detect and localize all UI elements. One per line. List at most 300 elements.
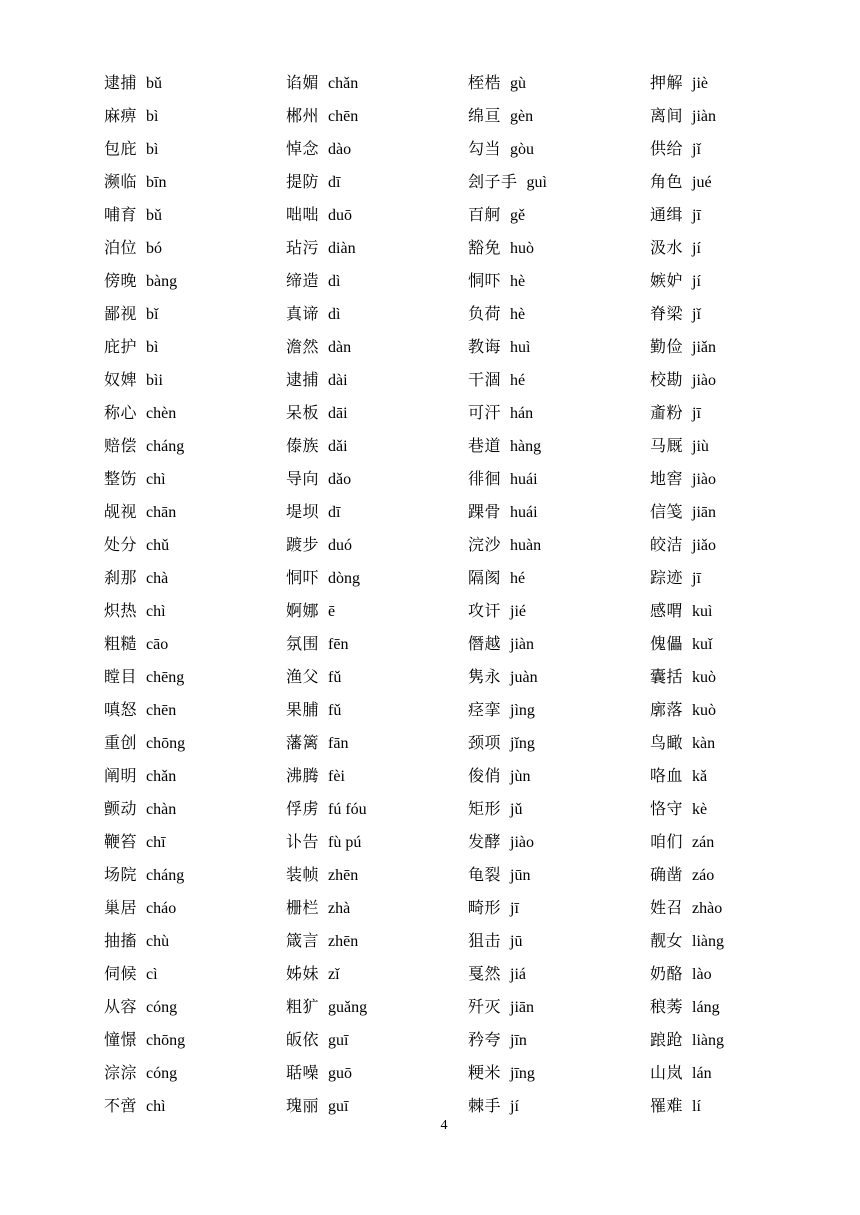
vocab-pinyin: jiàn — [510, 636, 535, 653]
vocab-pinyin: jiǎo — [692, 537, 717, 554]
vocab-entry — [286, 760, 486, 793]
vocab-pinyin: chān — [146, 504, 177, 521]
vocab-pinyin: jiān — [692, 504, 717, 521]
vocab-entry — [468, 694, 668, 727]
vocab-pinyin: fù pú — [328, 834, 362, 851]
vocab-entry — [286, 67, 486, 100]
vocab-word: 山岚 — [650, 1065, 684, 1082]
vocab-word: 缔造 — [286, 273, 320, 290]
vocab-pinyin: chì — [146, 1098, 166, 1115]
vocab-pinyin: diàn — [328, 240, 356, 257]
vocab-word: 徘徊 — [468, 471, 502, 488]
vocab-entry — [286, 991, 486, 1024]
vocab-word: 嫉妒 — [650, 273, 684, 290]
vocab-word: 装帧 — [286, 867, 320, 884]
vocab-entry — [104, 496, 304, 529]
vocab-entry — [468, 760, 668, 793]
vocab-column-4 — [650, 67, 850, 1123]
vocab-pinyin: dòng — [328, 570, 361, 587]
vocab-pinyin: huò — [510, 240, 535, 257]
vocab-entry — [650, 529, 850, 562]
vocab-word: 皈依 — [286, 1032, 320, 1049]
vocab-word: 狙击 — [468, 933, 502, 950]
vocab-word: 供给 — [650, 141, 684, 158]
vocab-entry — [286, 661, 486, 694]
vocab-word: 勤俭 — [650, 339, 684, 356]
vocab-entry — [286, 1057, 486, 1090]
vocab-word: 讣告 — [286, 834, 320, 851]
vocab-entry — [650, 100, 850, 133]
vocab-entry — [468, 397, 668, 430]
vocab-word: 信笺 — [650, 504, 684, 521]
vocab-entry — [468, 925, 668, 958]
vocab-entry — [650, 67, 850, 100]
vocab-pinyin: jiǎn — [692, 339, 717, 356]
vocab-pinyin: gě — [510, 207, 526, 224]
vocab-word: 重创 — [104, 735, 138, 752]
vocab-entry — [468, 496, 668, 529]
vocab-word: 婀娜 — [286, 603, 320, 620]
vocab-entry — [286, 397, 486, 430]
vocab-pinyin: jū — [510, 933, 523, 950]
vocab-pinyin: cóng — [146, 1065, 178, 1082]
vocab-word: 整饬 — [104, 471, 138, 488]
vocab-pinyin: chēng — [146, 669, 185, 686]
vocab-pinyin: fǔ — [328, 702, 342, 719]
vocab-pinyin: cháng — [146, 867, 185, 884]
vocab-entry — [286, 793, 486, 826]
vocab-entry — [650, 397, 850, 430]
vocab-pinyin: bàng — [146, 273, 178, 290]
vocab-word: 稂莠 — [650, 999, 684, 1016]
vocab-pinyin: cì — [146, 966, 158, 983]
vocab-pinyin: jiào — [692, 372, 717, 389]
vocab-word: 粳米 — [468, 1065, 502, 1082]
vocab-word: 鄙视 — [104, 306, 138, 323]
vocab-word: 廓落 — [650, 702, 684, 719]
vocab-pinyin: záo — [692, 867, 715, 884]
vocab-pinyin: fǔ — [328, 669, 342, 686]
vocab-entry — [650, 991, 850, 1024]
vocab-word: 隽永 — [468, 669, 502, 686]
vocab-pinyin: guō — [328, 1065, 353, 1082]
vocab-word: 鞭笞 — [104, 834, 138, 851]
vocab-pinyin: chǔ — [146, 537, 170, 554]
vocab-entry — [650, 661, 850, 694]
vocab-word: 校勘 — [650, 372, 684, 389]
vocab-entry — [650, 331, 850, 364]
vocab-pinyin: jí — [692, 273, 701, 290]
vocab-word: 靓女 — [650, 933, 684, 950]
vocab-pinyin: dài — [328, 372, 348, 389]
vocab-word: 谄媚 — [286, 75, 320, 92]
vocab-entry — [468, 595, 668, 628]
vocab-word: 哺育 — [104, 207, 138, 224]
vocab-word: 嗔怒 — [104, 702, 138, 719]
vocab-word: 逮捕 — [286, 372, 320, 389]
vocab-entry — [286, 529, 486, 562]
vocab-entry — [468, 199, 668, 232]
vocab-pinyin: kǎ — [692, 768, 708, 785]
vocab-entry — [650, 166, 850, 199]
vocab-pinyin: gèn — [510, 108, 534, 125]
vocab-pinyin: dī — [328, 504, 341, 521]
vocab-pinyin: jīng — [510, 1065, 535, 1082]
vocab-entry — [286, 199, 486, 232]
vocab-word: 栅栏 — [286, 900, 320, 917]
vocab-pinyin: bì — [146, 339, 159, 356]
vocab-word: 炽热 — [104, 603, 138, 620]
vocab-entry — [468, 958, 668, 991]
vocab-pinyin: gù — [510, 75, 527, 92]
vocab-pinyin: liàng — [692, 933, 725, 950]
vocab-entry — [286, 133, 486, 166]
vocab-entry — [468, 793, 668, 826]
vocab-word: 伺候 — [104, 966, 138, 983]
vocab-word: 淙淙 — [104, 1065, 138, 1082]
vocab-pinyin: dī — [328, 174, 341, 191]
vocab-pinyin: fēn — [328, 636, 349, 653]
vocab-pinyin: hè — [510, 273, 526, 290]
vocab-entry — [468, 364, 668, 397]
vocab-pinyin: kè — [692, 801, 708, 818]
vocab-entry — [104, 430, 304, 463]
vocab-pinyin: kàn — [692, 735, 716, 752]
vocab-pinyin: chì — [146, 471, 166, 488]
vocab-word: 果脯 — [286, 702, 320, 719]
vocab-entry — [468, 892, 668, 925]
vocab-pinyin: zhēn — [328, 867, 359, 884]
vocab-pinyin: jǐng — [510, 735, 535, 752]
vocab-pinyin: huì — [510, 339, 531, 356]
vocab-word: 踉跄 — [650, 1032, 684, 1049]
vocab-word: 刹那 — [104, 570, 138, 587]
vocab-entry — [104, 727, 304, 760]
vocab-entry — [650, 1024, 850, 1057]
vocab-pinyin: cóng — [146, 999, 178, 1016]
vocab-pinyin: bǐ — [146, 306, 159, 323]
vocab-pinyin: chǎn — [146, 768, 177, 785]
vocab-word: 呆板 — [286, 405, 320, 422]
vocab-word: 场院 — [104, 867, 138, 884]
vocab-pinyin: jué — [692, 174, 712, 191]
vocab-entry — [104, 661, 304, 694]
vocab-pinyin: bǔ — [146, 75, 163, 92]
vocab-word: 齑粉 — [650, 405, 684, 422]
vocab-entry — [104, 958, 304, 991]
vocab-entry — [650, 694, 850, 727]
vocab-word: 箴言 — [286, 933, 320, 950]
vocab-pinyin: hé — [510, 372, 526, 389]
vocab-word: 称心 — [104, 405, 138, 422]
vocab-pinyin: kuǐ — [692, 636, 713, 653]
vocab-pinyin: jǔ — [510, 801, 523, 818]
vocab-entry — [104, 166, 304, 199]
vocab-entry — [104, 397, 304, 430]
vocab-word: 咄咄 — [286, 207, 320, 224]
vocab-word: 咱们 — [650, 834, 684, 851]
vocab-word: 傣族 — [286, 438, 320, 455]
vocab-pinyin: bó — [146, 240, 163, 257]
vocab-entry — [468, 298, 668, 331]
vocab-entry — [104, 265, 304, 298]
vocab-word: 俊俏 — [468, 768, 502, 785]
vocab-pinyin: zǐ — [328, 966, 340, 983]
vocab-entry — [104, 298, 304, 331]
vocab-pinyin: jī — [692, 405, 701, 422]
vocab-entry — [650, 232, 850, 265]
vocab-word: 痉挛 — [468, 702, 502, 719]
vocab-word: 泊位 — [104, 240, 138, 257]
vocab-word: 勾当 — [468, 141, 502, 158]
vocab-word: 奴婢 — [104, 372, 138, 389]
vocab-pinyin: jiè — [692, 75, 709, 92]
vocab-entry — [104, 1024, 304, 1057]
vocab-pinyin: liàng — [692, 1032, 725, 1049]
vocab-word: 渔父 — [286, 669, 320, 686]
vocab-word: 氛围 — [286, 636, 320, 653]
vocab-pinyin: guī — [328, 1032, 349, 1049]
vocab-entry — [468, 628, 668, 661]
vocab-pinyin: chì — [146, 603, 166, 620]
vocab-entry — [104, 892, 304, 925]
vocab-entry — [650, 958, 850, 991]
vocab-entry — [286, 892, 486, 925]
vocab-pinyin: kuì — [692, 603, 713, 620]
vocab-entry — [650, 496, 850, 529]
vocab-word: 赔偿 — [104, 438, 138, 455]
vocab-entry — [104, 562, 304, 595]
vocab-entry — [104, 859, 304, 892]
vocab-entry — [286, 727, 486, 760]
vocab-pinyin: huàn — [510, 537, 542, 554]
vocab-word: 囊括 — [650, 669, 684, 686]
vocab-pinyin: chī — [146, 834, 166, 851]
vocab-word: 包庇 — [104, 141, 138, 158]
vocab-word: 通缉 — [650, 207, 684, 224]
vocab-word: 干涸 — [468, 372, 502, 389]
vocab-pinyin: jiào — [692, 471, 717, 488]
vocab-pinyin: kuò — [692, 669, 717, 686]
vocab-word: 戛然 — [468, 966, 502, 983]
vocab-word: 皎洁 — [650, 537, 684, 554]
vocab-pinyin: zhēn — [328, 933, 359, 950]
vocab-word: 踱步 — [286, 537, 320, 554]
vocab-word: 颈项 — [468, 735, 502, 752]
vocab-word: 颤动 — [104, 801, 138, 818]
vocab-word: 巷道 — [468, 438, 502, 455]
vocab-word: 棘手 — [468, 1098, 502, 1115]
vocab-entry — [104, 364, 304, 397]
vocab-entry — [650, 892, 850, 925]
vocab-word: 聒噪 — [286, 1065, 320, 1082]
vocab-entry — [104, 199, 304, 232]
vocab-word: 负荷 — [468, 306, 502, 323]
vocab-entry — [104, 463, 304, 496]
vocab-word: 傀儡 — [650, 636, 684, 653]
vocab-entry — [104, 1057, 304, 1090]
vocab-entry — [104, 826, 304, 859]
vocab-word: 奶酪 — [650, 966, 684, 983]
vocab-word: 刽子手 — [468, 174, 518, 191]
vocab-pinyin: bì — [146, 108, 159, 125]
vocab-pinyin: huái — [510, 504, 538, 521]
vocab-pinyin: guì — [526, 174, 547, 191]
vocab-pinyin: jiào — [510, 834, 535, 851]
vocab-pinyin: fān — [328, 735, 349, 752]
vocab-pinyin: lán — [692, 1065, 712, 1082]
vocab-pinyin: huái — [510, 471, 538, 488]
vocab-pinyin: zhào — [692, 900, 723, 917]
vocab-word: 马厩 — [650, 438, 684, 455]
vocab-pinyin: gòu — [510, 141, 535, 158]
vocab-pinyin: bīn — [146, 174, 167, 191]
vocab-pinyin: bì — [146, 141, 159, 158]
vocab-word: 发酵 — [468, 834, 502, 851]
vocab-entry — [104, 793, 304, 826]
vocab-entry — [104, 991, 304, 1024]
vocab-entry — [104, 67, 304, 100]
vocab-pinyin: lí — [692, 1098, 701, 1115]
vocab-entry — [104, 925, 304, 958]
vocab-entry — [286, 628, 486, 661]
vocab-entry — [468, 232, 668, 265]
vocab-entry — [468, 133, 668, 166]
vocab-pinyin: jí — [692, 240, 701, 257]
vocab-entry — [468, 859, 668, 892]
vocab-pinyin: dǎi — [328, 438, 348, 455]
vocab-entry — [468, 727, 668, 760]
vocab-word: 姓召 — [650, 900, 684, 917]
vocab-pinyin: jīn — [510, 1032, 527, 1049]
vocab-word: 百舸 — [468, 207, 502, 224]
vocab-entry — [468, 430, 668, 463]
vocab-entry — [286, 595, 486, 628]
vocab-word: 粗犷 — [286, 999, 320, 1016]
vocab-word: 咯血 — [650, 768, 684, 785]
vocab-word: 从容 — [104, 999, 138, 1016]
vocab-word: 傍晚 — [104, 273, 138, 290]
vocab-pinyin: jī — [692, 207, 701, 224]
vocab-pinyin: jùn — [510, 768, 531, 785]
vocab-entry — [286, 463, 486, 496]
vocab-word: 攻讦 — [468, 603, 502, 620]
vocab-word: 脊梁 — [650, 306, 684, 323]
vocab-word: 浣沙 — [468, 537, 502, 554]
vocab-word: 恪守 — [650, 801, 684, 818]
vocab-pinyin: chēn — [328, 108, 359, 125]
vocab-pinyin: kuò — [692, 702, 717, 719]
vocab-entry — [286, 1024, 486, 1057]
vocab-entry — [104, 232, 304, 265]
vocab-entry — [468, 661, 668, 694]
vocab-word: 罹难 — [650, 1098, 684, 1115]
vocab-word: 确凿 — [650, 867, 684, 884]
vocab-pinyin: hé — [510, 570, 526, 587]
vocab-word: 畸形 — [468, 900, 502, 917]
vocab-pinyin: jūn — [510, 867, 531, 884]
vocab-pinyin: lào — [692, 966, 712, 983]
vocab-entry — [104, 100, 304, 133]
vocab-word: 感喟 — [650, 603, 684, 620]
vocab-pinyin: jiù — [692, 438, 709, 455]
vocab-pinyin: hàng — [510, 438, 542, 455]
vocab-pinyin: jié — [510, 603, 527, 620]
vocab-pinyin: jìng — [510, 702, 535, 719]
vocab-entry — [650, 133, 850, 166]
vocab-word: 瞠目 — [104, 669, 138, 686]
vocab-pinyin: chēn — [146, 702, 177, 719]
vocab-entry — [468, 100, 668, 133]
vocab-word: 藩篱 — [286, 735, 320, 752]
vocab-pinyin: dǎo — [328, 471, 352, 488]
vocab-pinyin: cháng — [146, 438, 185, 455]
vocab-pinyin: jī — [510, 900, 519, 917]
vocab-pinyin: chù — [146, 933, 170, 950]
vocab-pinyin: zán — [692, 834, 715, 851]
vocab-word: 沸腾 — [286, 768, 320, 785]
vocab-entry — [650, 265, 850, 298]
vocab-pinyin: jí — [510, 1098, 519, 1115]
vocab-entry — [104, 331, 304, 364]
vocab-word: 隔阂 — [468, 570, 502, 587]
vocab-word: 离间 — [650, 108, 684, 125]
vocab-entry — [650, 628, 850, 661]
vocab-entry — [650, 793, 850, 826]
vocab-word: 提防 — [286, 174, 320, 191]
vocab-pinyin: hán — [510, 405, 534, 422]
vocab-pinyin: duō — [328, 207, 353, 224]
vocab-word: 豁免 — [468, 240, 502, 257]
vocab-entry — [104, 595, 304, 628]
vocab-pinyin: cāo — [146, 636, 169, 653]
vocab-word: 歼灭 — [468, 999, 502, 1016]
vocab-word: 处分 — [104, 537, 138, 554]
vocab-entry — [286, 859, 486, 892]
vocab-entry — [286, 232, 486, 265]
vocab-column-3 — [468, 67, 668, 1123]
vocab-entry — [286, 826, 486, 859]
vocab-word: 瑰丽 — [286, 1098, 320, 1115]
vocab-pinyin: dì — [328, 273, 341, 290]
vocab-word: 澹然 — [286, 339, 320, 356]
vocab-word: 鸟瞰 — [650, 735, 684, 752]
vocab-pinyin: dì — [328, 306, 341, 323]
vocab-entry — [286, 100, 486, 133]
vocab-entry — [650, 562, 850, 595]
vocab-pinyin: juàn — [510, 669, 538, 686]
vocab-entry — [650, 430, 850, 463]
vocab-entry — [650, 595, 850, 628]
vocab-pinyin: chàn — [146, 801, 177, 818]
vocab-entry — [468, 331, 668, 364]
vocab-word: 真谛 — [286, 306, 320, 323]
vocab-word: 桎梏 — [468, 75, 502, 92]
vocab-column-2 — [286, 67, 486, 1123]
vocab-pinyin: ē — [328, 603, 336, 620]
vocab-word: 矜夸 — [468, 1032, 502, 1049]
vocab-pinyin: fèi — [328, 768, 345, 785]
vocab-word: 踪迹 — [650, 570, 684, 587]
vocab-entry — [286, 694, 486, 727]
vocab-entry — [468, 562, 668, 595]
vocab-entry — [104, 133, 304, 166]
vocab-word: 庇护 — [104, 339, 138, 356]
vocab-entry — [286, 298, 486, 331]
vocab-pinyin: chōng — [146, 735, 186, 752]
vocab-word: 汲水 — [650, 240, 684, 257]
vocab-word: 堤坝 — [286, 504, 320, 521]
